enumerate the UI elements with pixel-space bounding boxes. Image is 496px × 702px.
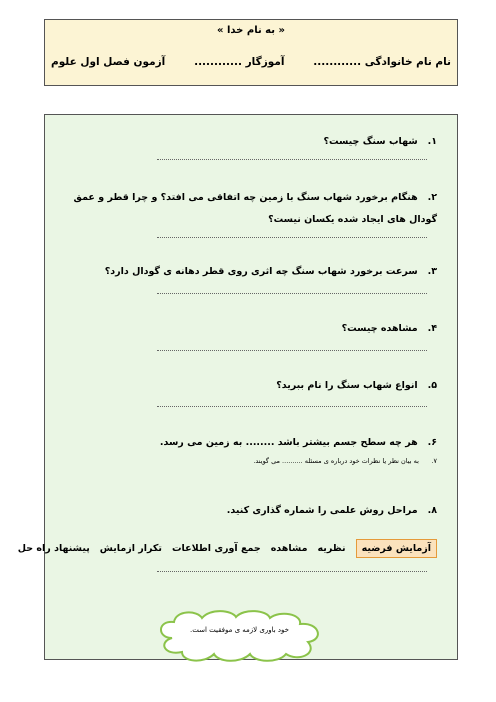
question-5	[71, 375, 437, 397]
question-number: ۱.	[427, 136, 437, 147]
question-text: هنگام برخورد شهاب سنگ با زمین چه اتفاقی می افتد؟ و چرا قطر و عمق گودال های ایجاد شده یکسان نیست؟	[73, 192, 437, 225]
exam-header	[44, 19, 458, 86]
question-text: انواع شهاب سنگ را نام ببرید؟	[276, 380, 418, 391]
method-options	[17, 535, 437, 561]
question-number: ۶.	[427, 437, 437, 448]
question-number: ۳.	[427, 266, 437, 277]
student-name-label: نام نام خانوادگی ............	[313, 56, 451, 68]
question-8	[71, 500, 437, 522]
header-info-row	[51, 56, 451, 68]
option-data-collection[interactable]: جمع آوری اطلاعات	[172, 542, 261, 554]
question-7	[71, 455, 437, 467]
answer-line[interactable]	[157, 293, 427, 294]
question-number: ۸.	[427, 505, 437, 516]
header-title: « به نام خدا »	[217, 25, 285, 36]
answer-line[interactable]	[157, 237, 427, 238]
answer-line[interactable]	[157, 406, 427, 407]
option-hypothesis[interactable]: آزمایش فرضیه	[356, 539, 437, 558]
question-text: سرعت برخورد شهاب سنگ چه اثری روی قطر دهانه ی گودال دارد؟	[104, 266, 418, 277]
teacher-label: آموزگار ............	[194, 56, 285, 68]
option-suggest-solution[interactable]: پیشنهاد راه حل	[17, 542, 90, 554]
motivational-note: خود باوری لازمه ی موفقیت است.	[189, 626, 289, 634]
question-number: ۷.	[431, 457, 437, 465]
question-text: مشاهده چیست؟	[341, 323, 418, 334]
questions-panel	[17, 114, 458, 660]
question-2	[71, 187, 437, 231]
question-number: ۵.	[427, 380, 437, 391]
question-text: شهاب سنگ چیست؟	[323, 136, 418, 147]
question-1	[71, 131, 437, 153]
question-text: هر چه سطح جسم بیشتر باشد ........ به زمین می رسد.	[159, 437, 418, 448]
option-observation[interactable]: مشاهده	[270, 542, 308, 554]
option-theory[interactable]: نظریه	[317, 542, 346, 554]
cloud-shape	[152, 608, 327, 663]
answer-line[interactable]	[157, 571, 427, 572]
question-text: مراحل روش علمی را شماره گذاری کنید.	[226, 505, 418, 516]
question-text: به بیان نظر یا نظرات خود درباره ی مسئله .......... می گویند.	[253, 457, 419, 465]
question-number: ۲.	[427, 192, 437, 203]
question-4	[71, 318, 437, 340]
option-repeat-experiment[interactable]: تکرار ازمایش	[99, 542, 162, 554]
question-6	[71, 432, 437, 454]
answer-line[interactable]	[157, 159, 427, 160]
exam-title: آزمون فصل اول علوم	[51, 56, 166, 68]
question-number: ۴.	[427, 323, 437, 334]
answer-line[interactable]	[157, 350, 427, 351]
question-3	[71, 261, 437, 283]
